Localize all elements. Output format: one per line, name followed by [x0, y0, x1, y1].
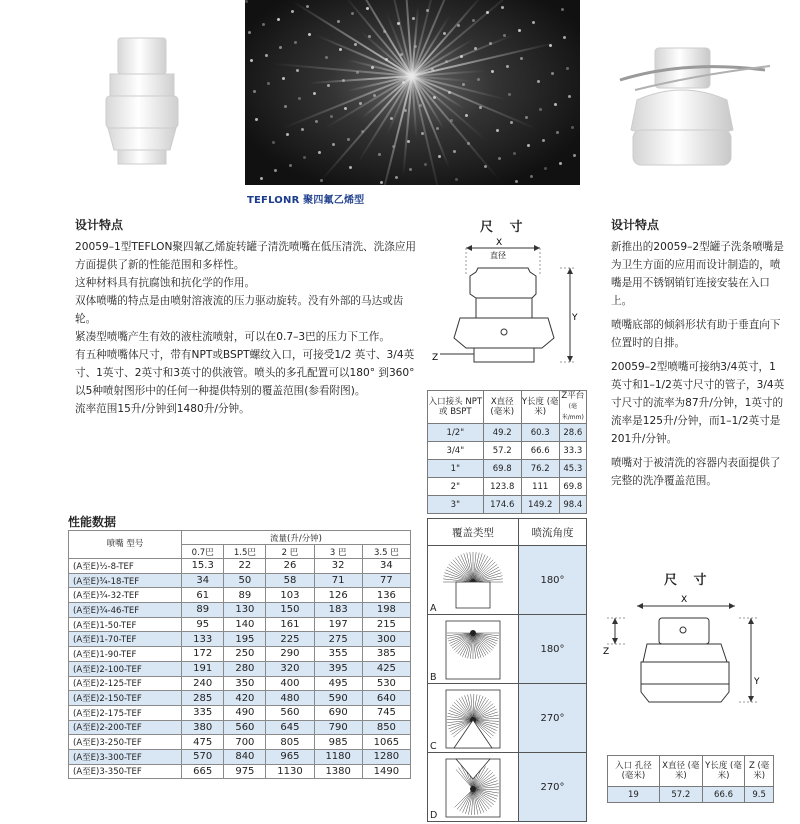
- spray-photo: [245, 0, 580, 185]
- spray-angle: 180°: [519, 546, 587, 615]
- flow-cell: 215: [362, 617, 410, 632]
- flow-cell: 420: [224, 691, 266, 706]
- flow-cell: 61: [182, 588, 224, 603]
- flow-cell: 126: [314, 588, 362, 603]
- flow-cell: 495: [314, 676, 362, 691]
- table-row: 19 57.2 66.6 9.5: [608, 787, 774, 803]
- table-row: [69, 573, 411, 588]
- pressure-header: 1.5巴: [224, 545, 266, 559]
- coverage-pattern-d: D: [428, 753, 518, 821]
- design-features-right: [611, 216, 786, 490]
- table-row: [69, 647, 411, 662]
- model-cell: (A至E)½-8-TEF: [69, 559, 182, 574]
- model-header: 喷嘴 型号: [69, 531, 182, 559]
- design-features-left: [75, 216, 420, 418]
- flow-cell: 560: [266, 705, 314, 720]
- paragraph: 新推出的20059–2型罐子洗条喷嘴是为卫生方面的应用而设计制造的，喷嘴是用不锈钢销钉连接安装在入口上。: [611, 238, 786, 310]
- flow-cell: 136: [362, 588, 410, 603]
- paragraph: 流率范围15升/分钟到1480升/分钟。: [75, 400, 420, 418]
- flow-cell: 380: [182, 720, 224, 735]
- paragraph: 20059–1型TEFLON聚四氟乙烯旋转罐子清洗喷嘴在低压清洗、洗涤应用方面提供了新的性能范围和多样性。: [75, 238, 420, 274]
- flow-cell: 172: [182, 647, 224, 662]
- pressure-header: 2 巴: [266, 545, 314, 559]
- table-row: [69, 764, 411, 779]
- flow-cell: 150: [266, 603, 314, 618]
- column-header: 入口 孔径 (毫米): [608, 756, 660, 787]
- table-row: [69, 588, 411, 603]
- table-row: [69, 661, 411, 676]
- flow-cell: 570: [182, 749, 224, 764]
- flow-cell: 1280: [362, 749, 410, 764]
- paragraph: 双体喷嘴的特点是由喷射溶液流的压力驱动旋转。没有外部的马达或齿轮。: [75, 292, 420, 328]
- flow-cell: 140: [224, 617, 266, 632]
- pressure-header: 3 巴: [314, 545, 362, 559]
- model-cell: (A至E)1-70-TEF: [69, 632, 182, 647]
- flow-cell: 15.3: [182, 559, 224, 574]
- flow-cell: 290: [266, 647, 314, 662]
- flow-cell: 50: [224, 573, 266, 588]
- column-header: 覆盖类型: [428, 519, 519, 546]
- flow-cell: 790: [314, 720, 362, 735]
- table-row: [428, 615, 587, 684]
- model-cell: (A至E)1-50-TEF: [69, 617, 182, 632]
- table-row: [69, 617, 411, 632]
- column-header: 入口接头 NPT或 BSPT: [428, 391, 484, 424]
- flow-cell: 400: [266, 676, 314, 691]
- model-cell: (A至E)2-150-TEF: [69, 691, 182, 706]
- flow-cell: 133: [182, 632, 224, 647]
- flow-cell: 1065: [362, 735, 410, 750]
- flow-cell: 34: [182, 573, 224, 588]
- pressure-header: 3.5 巴: [362, 545, 410, 559]
- performance-table: [68, 530, 411, 779]
- flow-cell: 480: [266, 691, 314, 706]
- x-label: X: [681, 595, 687, 605]
- coverage-pattern-c: C: [428, 684, 518, 752]
- coverage-pattern-a: A: [428, 546, 518, 614]
- flow-cell: 26: [266, 559, 314, 574]
- paragraph: 喷嘴底部的倾斜形状有助于垂直向下位置时的自排。: [611, 316, 786, 352]
- table-row: 1/2" 49.2 60.3 28.6: [428, 424, 587, 442]
- column-header: Y长度 (毫米): [521, 391, 559, 424]
- column-header: X直径 (毫米): [483, 391, 521, 424]
- dimensions-table-2: [607, 755, 774, 803]
- flow-cell: 195: [224, 632, 266, 647]
- flow-cell: 161: [266, 617, 314, 632]
- table-row: [69, 676, 411, 691]
- pressure-header: 0.7巴: [182, 545, 224, 559]
- performance-title: 性能数据: [68, 513, 116, 530]
- flow-cell: 385: [362, 647, 410, 662]
- paragraph: 喷嘴对于被清洗的容器内表面提供了完整的洗净覆盖范围。: [611, 454, 786, 490]
- flow-cell: 191: [182, 661, 224, 676]
- flow-cell: 985: [314, 735, 362, 750]
- flow-cell: 77: [362, 573, 410, 588]
- flow-cell: 71: [314, 573, 362, 588]
- table-row: [69, 705, 411, 720]
- flow-cell: 850: [362, 720, 410, 735]
- flow-cell: 965: [266, 749, 314, 764]
- flow-cell: 95: [182, 617, 224, 632]
- dimension-diagram-2: [603, 592, 773, 756]
- model-cell: (A至E)2-200-TEF: [69, 720, 182, 735]
- flow-cell: 225: [266, 632, 314, 647]
- flow-cell: 350: [224, 676, 266, 691]
- flow-cell: 250: [224, 647, 266, 662]
- table-row: [428, 753, 587, 822]
- flow-cell: 1380: [314, 764, 362, 779]
- flow-cell: 745: [362, 705, 410, 720]
- coverage-pattern-b: B: [428, 615, 518, 683]
- paragraph: 20059–2型喷嘴可接纳3/4英寸，1英寸和1–1/2英寸尺寸的管子，3/4英寸尺寸的流率为87升/分钟，1英寸的流率是125升/分钟，而1–1/2英寸是201升/分钟。: [611, 358, 786, 448]
- flow-cell: 805: [266, 735, 314, 750]
- flow-cell: 34: [362, 559, 410, 574]
- flow-cell: 320: [266, 661, 314, 676]
- y-label: Y: [571, 313, 578, 323]
- flow-cell: 700: [224, 735, 266, 750]
- column-header: 喷流角度: [519, 519, 587, 546]
- flow-cell: 475: [182, 735, 224, 750]
- paragraph: 这种材料具有抗腐蚀和抗化学的作用。: [75, 274, 420, 292]
- flow-cell: 560: [224, 720, 266, 735]
- column-header: Z (毫米): [745, 756, 774, 787]
- y-label: Y: [753, 677, 760, 687]
- flow-header: 流量(升/分钟): [182, 531, 411, 545]
- table-row: [69, 559, 411, 574]
- flow-cell: 355: [314, 647, 362, 662]
- dimensions-table-1: [427, 390, 587, 514]
- flow-cell: 89: [182, 603, 224, 618]
- table-row: [69, 735, 411, 750]
- spray-angle: 180°: [519, 615, 587, 684]
- dimensions-title-2: 尺 寸: [664, 569, 713, 588]
- flow-cell: 103: [266, 588, 314, 603]
- column-header: Y长度 (毫米): [702, 756, 744, 787]
- flow-cell: 1180: [314, 749, 362, 764]
- flow-cell: 22: [224, 559, 266, 574]
- z-label: Z: [603, 647, 609, 657]
- teflon-nozzle-photo: [100, 30, 185, 170]
- flow-cell: 490: [224, 705, 266, 720]
- flow-cell: 395: [314, 661, 362, 676]
- model-cell: (A至E)3-250-TEF: [69, 735, 182, 750]
- model-cell: (A至E)¾-46-TEF: [69, 603, 182, 618]
- model-cell: (A至E)¾-32-TEF: [69, 588, 182, 603]
- model-cell: (A至E)3-350-TEF: [69, 764, 182, 779]
- flow-cell: 183: [314, 603, 362, 618]
- dimensions-title: 尺 寸: [480, 216, 529, 235]
- model-cell: (A至E)2-175-TEF: [69, 705, 182, 720]
- flow-cell: 640: [362, 691, 410, 706]
- table-row: [69, 720, 411, 735]
- flow-cell: 285: [182, 691, 224, 706]
- dimension-diagram-1: [430, 234, 590, 388]
- spray-angle: 270°: [519, 753, 587, 822]
- table-row: [69, 603, 411, 618]
- paragraph: 有五种喷嘴体尺寸，带有NPT或BSPT螺纹入口，可接受1/2 英寸、3/4英寸、1英寸、2英寸和3英寸的供液管。喷头的多孔配置可以180° 到360° 以5种喷射图形中的任何一种提供特别的覆盖范围(参看附图)。: [75, 346, 420, 400]
- table-row: [69, 632, 411, 647]
- flow-cell: 590: [314, 691, 362, 706]
- model-cell: (A至E)2-125-TEF: [69, 676, 182, 691]
- flow-cell: 1490: [362, 764, 410, 779]
- z-label: Z: [432, 353, 438, 363]
- column-header: Z平台 (毫米/mm): [559, 391, 586, 424]
- table-row: 2" 123.8 111 69.8: [428, 478, 587, 496]
- flow-cell: 280: [224, 661, 266, 676]
- flow-cell: 32: [314, 559, 362, 574]
- spray-angle: 270°: [519, 684, 587, 753]
- flow-cell: 130: [224, 603, 266, 618]
- flow-cell: 645: [266, 720, 314, 735]
- table-row: 1" 69.8 76.2 45.3: [428, 460, 587, 478]
- sanitary-nozzle-photo: [615, 30, 775, 180]
- table-row: [69, 691, 411, 706]
- flow-cell: 335: [182, 705, 224, 720]
- table-row: [428, 684, 587, 753]
- table-row: 3" 174.6 149.2 98.4: [428, 496, 587, 514]
- model-cell: (A至E)1-90-TEF: [69, 647, 182, 662]
- flow-cell: 425: [362, 661, 410, 676]
- model-cell: (A至E)2-100-TEF: [69, 661, 182, 676]
- flow-cell: 665: [182, 764, 224, 779]
- model-cell: (A至E)3-300-TEF: [69, 749, 182, 764]
- table-row: [428, 546, 587, 615]
- flow-cell: 275: [314, 632, 362, 647]
- section-title: 设计特点: [611, 216, 786, 234]
- flow-cell: 530: [362, 676, 410, 691]
- flow-cell: 240: [182, 676, 224, 691]
- flow-cell: 300: [362, 632, 410, 647]
- section-title: 设计特点: [75, 216, 420, 234]
- flow-cell: 975: [224, 764, 266, 779]
- photo-caption: TEFLONR 聚四氟乙烯型: [247, 191, 364, 206]
- flow-cell: 58: [266, 573, 314, 588]
- flow-cell: 198: [362, 603, 410, 618]
- coverage-table: [427, 518, 587, 822]
- paragraph: 紧凑型喷嘴产生有效的液柱流喷射，可以在0.7–3巴的压力下工作。: [75, 328, 420, 346]
- diameter-label: 直径: [490, 250, 506, 260]
- flow-cell: 89: [224, 588, 266, 603]
- flow-cell: 1130: [266, 764, 314, 779]
- flow-cell: 197: [314, 617, 362, 632]
- flow-cell: 690: [314, 705, 362, 720]
- table-row: 3/4" 57.2 66.6 33.3: [428, 442, 587, 460]
- column-header: X直径 (毫米): [659, 756, 702, 787]
- model-cell: (A至E)¾-18-TEF: [69, 573, 182, 588]
- flow-cell: 840: [224, 749, 266, 764]
- x-label: X: [496, 238, 502, 248]
- table-row: [69, 749, 411, 764]
